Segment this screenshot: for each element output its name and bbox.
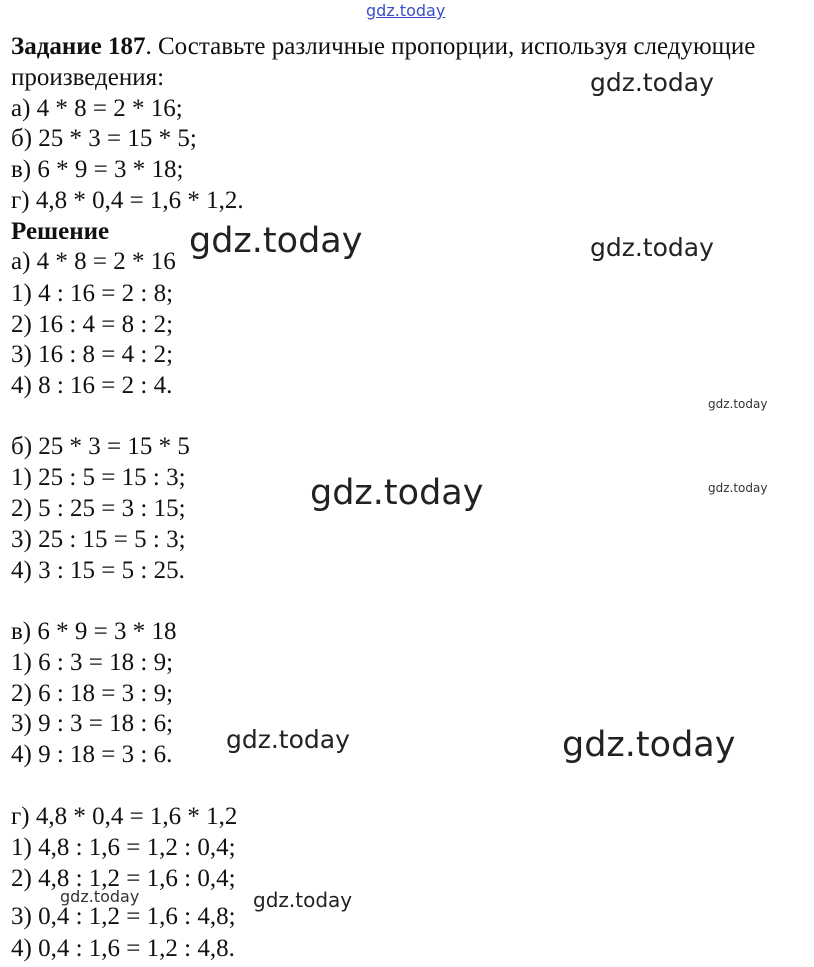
watermark: gdz.today [189,221,363,261]
solution-g-line-2: 2) 4,8 : 1,2 = 1,6 : 0,4; [11,865,236,892]
solution-a-line-2: 2) 16 : 4 = 8 : 2; [11,311,174,338]
solution-g-header: г) 4,8 * 0,4 = 1,6 * 1,2 [11,803,238,830]
watermark: gdz.today [708,397,768,411]
solution-a-header: а) 4 * 8 = 2 * 16 [11,248,176,275]
solution-v-line-4: 4) 9 : 18 = 3 : 6. [11,741,173,768]
given-item-a: а) 4 * 8 = 2 * 16; [11,95,183,122]
solution-v-line-1: 1) 6 : 3 = 18 : 9; [11,649,174,676]
given-item-g: г) 4,8 * 0,4 = 1,6 * 1,2. [11,187,244,214]
solution-v-line-3: 3) 9 : 3 = 18 : 6; [11,710,174,737]
watermark: gdz.today [562,725,736,765]
watermark: gdz.today [310,473,484,513]
solution-g-line-4: 4) 0,4 : 1,6 = 1,2 : 4,8. [11,935,235,962]
solution-v-line-2: 2) 6 : 18 = 3 : 9; [11,680,174,707]
task-label: Задание 187 [11,33,146,60]
solution-b-header: б) 25 * 3 = 15 * 5 [11,433,190,460]
solution-a-line-4: 4) 8 : 16 = 2 : 4. [11,372,173,399]
watermark: gdz.today [60,887,140,906]
solution-v-header: в) 6 * 9 = 3 * 18 [11,618,177,645]
solution-a-line-3: 3) 16 : 8 = 4 : 2; [11,341,174,368]
watermark-top-link[interactable]: gdz.today [366,1,446,20]
solution-title: Решение [11,218,110,245]
given-item-b: б) 25 * 3 = 15 * 5; [11,125,197,152]
task-text-continued: произведения: [11,64,165,91]
watermark: gdz.today [226,725,350,754]
watermark: gdz.today [253,888,353,912]
task-header [11,32,755,62]
given-item-v: в) 6 * 9 = 3 * 18; [11,156,184,183]
solution-b-line-2: 2) 5 : 25 = 3 : 15; [11,495,186,522]
watermark: gdz.today [708,481,768,495]
solution-g-line-1: 1) 4,8 : 1,6 = 1,2 : 0,4; [11,834,236,861]
solution-a-line-1: 1) 4 : 16 = 2 : 8; [11,280,174,307]
watermark: gdz.today [590,68,714,97]
task-text: . Составьте различные пропорции, используя следующие [145,33,756,60]
solution-b-line-1: 1) 25 : 5 = 15 : 3; [11,464,186,491]
solution-b-line-4: 4) 3 : 15 = 5 : 25. [11,557,185,584]
solution-g-line-3: 3) 0,4 : 1,2 = 1,6 : 4,8; [11,903,236,930]
solution-b-line-3: 3) 25 : 15 = 5 : 3; [11,526,186,553]
watermark: gdz.today [590,233,714,262]
